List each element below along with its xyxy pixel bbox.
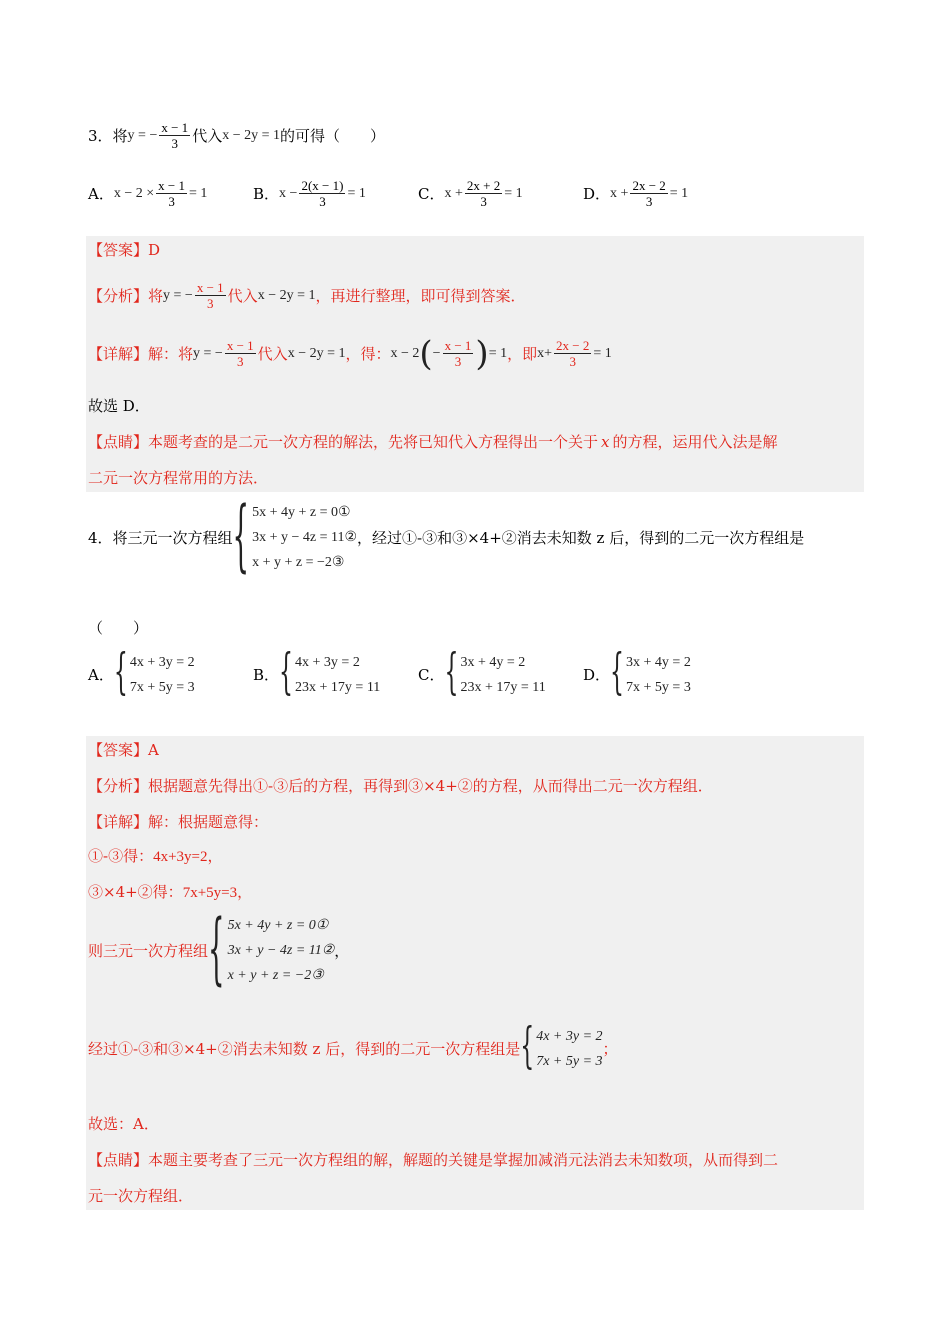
q4-option-c[interactable]: C． { 3x + 4y = 2 23x + 17y = 11 xyxy=(418,646,546,702)
q4-option-a[interactable]: A． { 4x + 3y = 2 7x + 5y = 3 xyxy=(88,646,195,702)
a3-comment-line2: 二元一次方程常用的方法． xyxy=(88,469,269,487)
q3-option-a[interactable]: A． x − 2 × $\frac{x - 1}{3}$ = 1 xyxy=(88,178,208,209)
q4-stem: 4．将三元一次方程组 { 5x + 4y + z = 0① 3x + y − 4z = 11② x + y + z = −2③ ，经过①-③和③×4+②消去未知数 z 后，得到的二元一次方程组是 xyxy=(88,492,805,583)
a4-after: 经过①-③和③×4+②消去未知数 z 后，得到的二元一次方程组是 { 4x + 3y = 2 7x + 5y = 3 ； xyxy=(88,1020,618,1076)
q4-option-d[interactable]: D． { 3x + 4y = 2 7x + 5y = 3 xyxy=(583,646,691,702)
left-brace: { xyxy=(232,492,250,583)
a3-analysis: 【分析】 将 y = − $\frac{x - 1}{3}$ 代入 x − 2y = 1 ，再进行整理，即可得到答案． xyxy=(88,280,526,311)
a4-detail: 【详解】解：根据题意得： xyxy=(88,813,269,831)
q4-option-b[interactable]: B． { 4x + 3y = 2 23x + 17y = 11 xyxy=(253,646,381,702)
a4-then: 则三元一次方程组 { 5x + 4y + z = 0① 3x + y − 4z = 11② x + y + z = −2③ ， xyxy=(88,905,350,996)
left-paren: ( xyxy=(419,333,433,374)
q3-option-c[interactable]: C． x + $\frac{2x + 2}{3}$ = 1 xyxy=(418,178,523,209)
a3-choose: 故选 D． xyxy=(88,397,150,415)
a4-system: { 5x + 4y + z = 0① 3x + y − 4z = 11② x + y + z = −2③ xyxy=(208,905,335,996)
a4-answer: 【答案】A xyxy=(88,741,159,759)
a4-comment-line2: 元一次方程组． xyxy=(88,1187,194,1205)
q4-paren: （ ） xyxy=(88,619,149,637)
a4-step2: ③×4+②得：7x+5y=3， xyxy=(88,883,253,901)
q3-y-eq: y = − xyxy=(127,127,158,143)
a4-result-system: { 4x + 3y = 2 7x + 5y = 3 xyxy=(520,1020,603,1076)
a4-step1: ①-③得：4x+3y=2， xyxy=(88,847,223,865)
a3-answer: 【答案】D xyxy=(88,241,161,259)
a4-comment: 【点睛】本题主要考查了三元一次方程组的解，解题的关键是掌握加减消元法消去未知数项，从而得到二 xyxy=(88,1151,779,1169)
q3-equation: x − 2y = 1 xyxy=(222,127,280,143)
right-paren: ) xyxy=(475,333,489,374)
a4-analysis: 【分析】根据题意先得出①-③后的方程，再得到③×4+②的方程，从而得出二元一次方程组． xyxy=(88,777,713,795)
a4-choose: 故选：A． xyxy=(88,1115,159,1133)
q3-number: 3．将 xyxy=(88,126,128,145)
q3-option-b[interactable]: B． x − $\frac{2(x - 1)}{3}$ = 1 xyxy=(253,178,366,209)
q3-stem: 3．将 y = − $\frac{x - 1}{3}$ 代入 x − 2y = 1 的可得（ ） xyxy=(88,120,386,151)
q3-fraction: $\frac{x - 1}{3}$ xyxy=(161,120,189,151)
q3-option-d[interactable]: D． x + $\frac{2x - 2}{3}$ = 1 xyxy=(583,178,689,209)
a3-detail: 【详解】 解：将 y = − $\frac{x - 1}{3}$ 代入 x − 2y = 1 ，得： x − 2 ( − $\frac{x - 1}{3}$ ) = 1 ，即 x+ $\frac{2x - 2}{3}$ = 1 xyxy=(88,333,612,374)
q4-system: { 5x + 4y + z = 0① 3x + y − 4z = 11② x + y + z = −2③ xyxy=(232,492,358,583)
a3-comment: 【点睛】本题考查的是二元一次方程的解法，先将已知代入方程得出一个关于 x 的方程，运用代入法是解 xyxy=(88,433,778,451)
